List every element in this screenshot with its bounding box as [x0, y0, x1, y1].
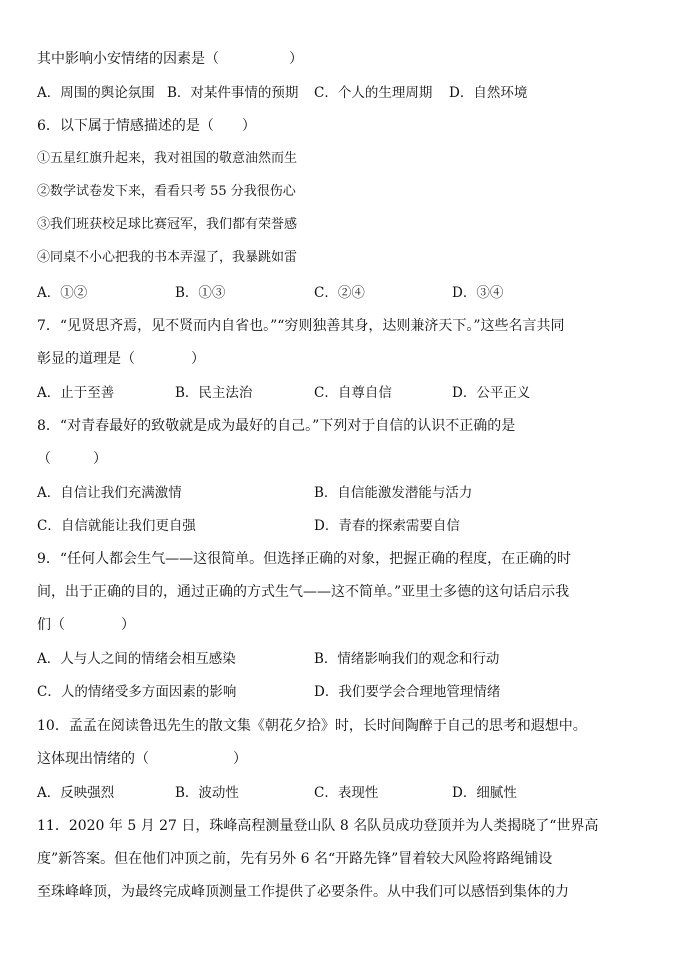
q7-option-b: B．民主法治 — [175, 385, 253, 401]
question-11-stem-line-3: 至珠峰峰顶，为最终完成峰顶测量工作提供了必要条件。从中我们可以感悟到集体的力 — [37, 884, 569, 900]
q9-option-c: C．人的情绪受多方面因素的影响 — [37, 684, 237, 700]
q10-option-b: B．波动性 — [175, 785, 239, 801]
q8-option-a: A．自信让我们充满激情 — [37, 485, 182, 501]
q9-option-b: B．情绪影响我们的观念和行动 — [314, 651, 500, 667]
question-7-stem-line-1: 7．“见贤思齐焉，见不贤而内自省也。”“穷则独善其身，达则兼济天下。”这些名言共同 — [37, 318, 565, 334]
question-5-stem-end: 其中影响小安情绪的因素是（ ） — [37, 51, 303, 67]
q5-option-c: C．个人的生理周期 — [314, 85, 433, 101]
question-9-stem-line-1: 9．“任何人都会生气——这很简单。但选择正确的对象，把握正确的程度，在正确的时 — [37, 551, 572, 567]
q6-statement-2: ②数学试卷发下来，看看只考 55 分我很伤心 — [37, 184, 296, 199]
q7-option-d: D．公平正义 — [452, 385, 531, 401]
q8-option-d: D．青春的探索需要自信 — [314, 518, 460, 534]
q6-option-a: A．①② — [37, 285, 88, 301]
q5-option-a: A．周围的舆论氛围 — [37, 85, 155, 101]
q8-option-c: C．自信就能让我们更自强 — [37, 518, 196, 534]
question-9-stem-line-2: 间，出于正确的目的，通过正确的方式生气——这不简单。”亚里士多德的这句话启示我 — [37, 584, 570, 600]
q9-option-d: D．我们要学会合理地管理情绪 — [314, 684, 501, 700]
question-10-stem-line-2: 这体现出情绪的（ ） — [37, 751, 247, 767]
q10-option-c: C．表现性 — [314, 785, 379, 801]
question-8-stem-line-2: （ ） — [37, 451, 107, 467]
question-8-stem-line-1: 8．“对青春最好的致敬就是成为最好的自己。”下列对于自信的认识不正确的是 — [37, 418, 516, 434]
q5-option-d: D．自然环境 — [449, 85, 528, 101]
question-6-stem: 6．以下属于情感描述的是（ ） — [37, 118, 256, 134]
q10-option-d: D．细腻性 — [452, 785, 517, 801]
q6-statement-3: ③我们班获校足球比赛冠军，我们都有荣誉感 — [37, 217, 298, 232]
q6-statement-4: ④同桌不小心把我的书本弄湿了，我暴跳如雷 — [37, 250, 298, 265]
question-11-stem-line-1: 11．2020 年 5 月 27 日，珠峰高程测量登山队 8 名队员成功登顶并为人类揭晓了“世界高 — [37, 818, 599, 834]
q5-option-b: B．对某件事情的预期 — [167, 85, 299, 101]
q7-option-a: A．止于至善 — [37, 385, 115, 401]
q7-option-c: C．自尊自信 — [314, 385, 392, 401]
q8-option-b: B．自信能激发潜能与活力 — [314, 485, 473, 501]
question-7-stem-line-2: 彰显的道理是（ ） — [37, 351, 205, 367]
question-10-stem-line-1: 10．孟孟在阅读鲁迅先生的散文集《朝花夕拾》时，长时间陶醉于自己的思考和遐想中。 — [37, 718, 587, 734]
q9-option-a: A．人与人之间的情绪会相互感染 — [37, 651, 236, 667]
question-11-stem-line-2: 度”新答案。但在他们冲顶之前，先有另外 6 名“开路先锋”冒着较大风险将路绳铺设 — [37, 851, 553, 867]
q6-option-b: B．①③ — [175, 285, 226, 301]
q6-option-d: D．③④ — [452, 285, 504, 301]
q10-option-a: A．反映强烈 — [37, 785, 115, 801]
q6-statement-1: ①五星红旗升起来，我对祖国的敬意油然而生 — [37, 151, 298, 166]
question-9-stem-line-3: 们（ ） — [37, 617, 135, 633]
q6-option-c: C．②④ — [314, 285, 365, 301]
